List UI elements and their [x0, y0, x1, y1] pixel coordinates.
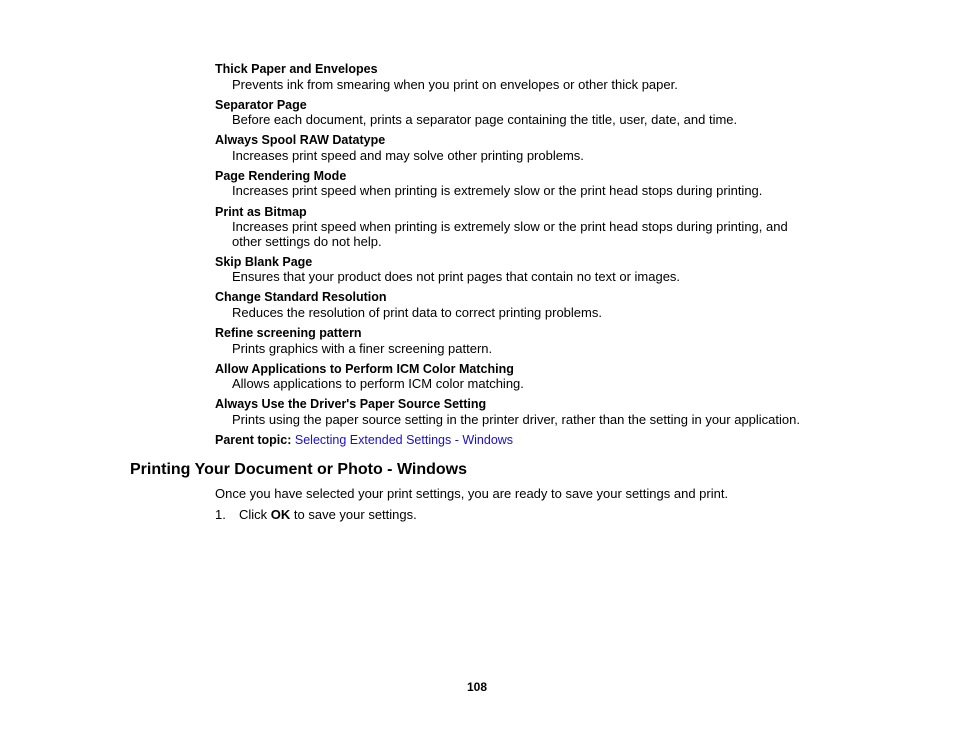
page-number: 108 [466, 680, 488, 694]
setting-desc-change-resolution: Reduces the resolution of print data to correct printing problems. [232, 305, 602, 320]
setting-desc-skip-blank: Ensures that your product does not print pages that contain no text or images. [232, 269, 681, 284]
setting-term-spool-raw: Always Spool RAW Datatype [215, 133, 386, 147]
step-number: 1. [215, 507, 226, 522]
setting-term-change-resolution: Change Standard Resolution [215, 290, 387, 304]
setting-term-driver-paper-source: Always Use the Driver's Paper Source Setting [215, 397, 487, 411]
setting-desc-icm-matching: Allows applications to perform ICM color matching. [232, 376, 524, 391]
step-text-bold: OK [270, 507, 291, 522]
section-heading: Printing Your Document or Photo - Windows [130, 461, 468, 478]
setting-term-page-rendering: Page Rendering Mode [215, 169, 347, 183]
section-intro: Once you have selected your print settings, you are ready to save your settings and print. [215, 486, 729, 501]
step-text-before: Click [239, 507, 271, 522]
setting-desc-refine-screening: Prints graphics with a finer screening pattern. [232, 341, 493, 356]
setting-term-skip-blank: Skip Blank Page [215, 255, 313, 269]
step-item [215, 507, 417, 522]
setting-desc-spool-raw: Increases print speed and may solve other printing problems. [232, 148, 584, 163]
setting-term-thick-paper: Thick Paper and Envelopes [215, 62, 378, 76]
setting-term-print-as-bitmap: Print as Bitmap [215, 205, 307, 219]
setting-desc-page-rendering: Increases print speed when printing is extremely slow or the print head stops during printing. [232, 183, 763, 198]
setting-desc-thick-paper: Prevents ink from smearing when you print on envelopes or other thick paper. [232, 77, 678, 92]
setting-term-refine-screening: Refine screening pattern [215, 326, 362, 340]
parent-topic-link[interactable]: Selecting Extended Settings - Windows [294, 433, 514, 447]
parent-topic [215, 433, 513, 448]
setting-desc-print-as-bitmap: Increases print speed when printing is extremely slow or the print head stops during printing, and other settings do not help. [232, 219, 788, 249]
setting-term-icm-matching: Allow Applications to Perform ICM Color Matching [215, 362, 514, 376]
parent-topic-label: Parent topic: [215, 433, 292, 447]
step-text-after: to save your settings. [290, 507, 417, 522]
setting-term-separator-page: Separator Page [215, 98, 307, 112]
setting-desc-separator-page: Before each document, prints a separator page containing the title, user, date, and time. [232, 112, 738, 127]
setting-desc-driver-paper-source: Prints using the paper source setting in the printer driver, rather than the setting in your application. [232, 412, 800, 427]
